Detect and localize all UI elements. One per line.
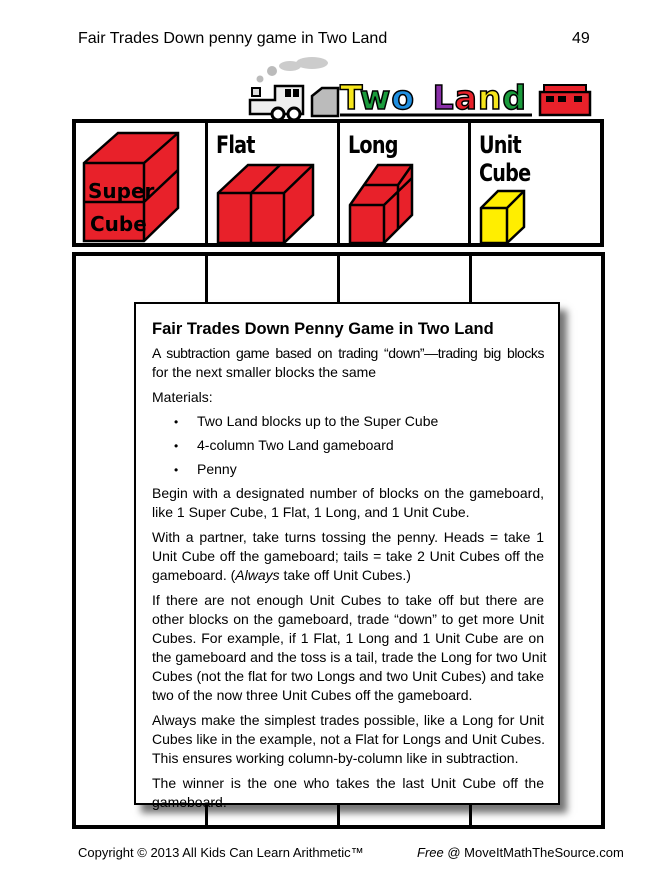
block-names-header bbox=[72, 119, 604, 247]
card-title: Fair Trades Down Penny Game in Two Land bbox=[152, 320, 494, 338]
logo-letter: T bbox=[340, 78, 360, 117]
begin-paragraph: Begin with a designated number of blocks on the gameboard, like 1 Super Cube, 1 Flat, 1 Long, and 1 Unit Cube. bbox=[152, 485, 544, 520]
super-cube-cell bbox=[76, 123, 208, 243]
unit-cube-icon bbox=[471, 123, 601, 247]
list-item: • Penny bbox=[174, 460, 544, 480]
trade-paragraph: If there are not enough Unit Cubes to take off but there are other blocks on the gameboard, trade “down” to get more Unit Cubes. For example, if 1 Flat, 1 Long and 1 Unit Cube are on the gameboard and the toss is a tail, trade the Long for two Unit Cubes (not the flat for two Longs and two Unit Cubes) and take two of the now three Unit Cubes off the gameboard. bbox=[152, 592, 547, 703]
logo-letter: w bbox=[359, 78, 392, 117]
super-cube-face-text: Super bbox=[88, 179, 155, 203]
intro-paragraph: A subtraction game based on trading “down”—trading big blocks for the next smaller blocks the same bbox=[152, 345, 544, 380]
logo-letter: n bbox=[477, 78, 503, 117]
long-block-icon bbox=[340, 123, 470, 247]
materials-label: Materials: bbox=[152, 389, 213, 405]
svg-text:Cube: Cube bbox=[90, 212, 147, 236]
logo-letter: L bbox=[432, 78, 455, 117]
unit-cube-cell bbox=[471, 123, 600, 243]
logo-letter bbox=[415, 78, 433, 117]
copyright-footer: Copyright © 2013 All Kids Can Learn Arithmetic™ bbox=[78, 845, 364, 860]
list-item: • 4-column Two Land gameboard bbox=[174, 436, 544, 456]
instructions-card bbox=[134, 302, 560, 810]
source-footer: Free @ MoveItMathTheSource.com bbox=[417, 845, 624, 860]
winner-paragraph: The winner is the one who takes the last Unit Cube off the gameboard. bbox=[152, 775, 544, 810]
two-land-logo-text bbox=[340, 78, 527, 117]
page-number: 49 bbox=[572, 30, 590, 47]
partner-paragraph: With a partner, take turns tossing the penny. Heads = take 1 Unit Cube off the gameboard; tails = take 2 Unit Cubes off the gameboard. (Always take off Unit Cubes.) bbox=[152, 529, 544, 583]
flat-label: Flat bbox=[215, 131, 255, 159]
unit-cube-label: Unit Cube bbox=[479, 131, 531, 187]
logo-letter: o bbox=[391, 78, 416, 117]
materials-list bbox=[174, 412, 544, 480]
list-item: • Two Land blocks up to the Super Cube bbox=[174, 412, 544, 432]
logo-letter: d bbox=[502, 78, 527, 117]
page-header-title: Fair Trades Down penny game in Two Land bbox=[78, 30, 388, 47]
flat-cell bbox=[208, 123, 340, 243]
flat-block-icon bbox=[208, 123, 338, 247]
super-cube-icon bbox=[76, 123, 206, 247]
logo-letter: a bbox=[454, 78, 478, 117]
long-label: Long bbox=[347, 131, 398, 159]
two-land-train-logo bbox=[240, 52, 602, 122]
long-cell bbox=[340, 123, 472, 243]
simplest-paragraph: Always make the simplest trades possible, like a Long for Unit Cubes like in the example, not a Flat for Longs and Unit Cubes. This ensures working column-by-column like in subtraction. bbox=[152, 712, 545, 766]
